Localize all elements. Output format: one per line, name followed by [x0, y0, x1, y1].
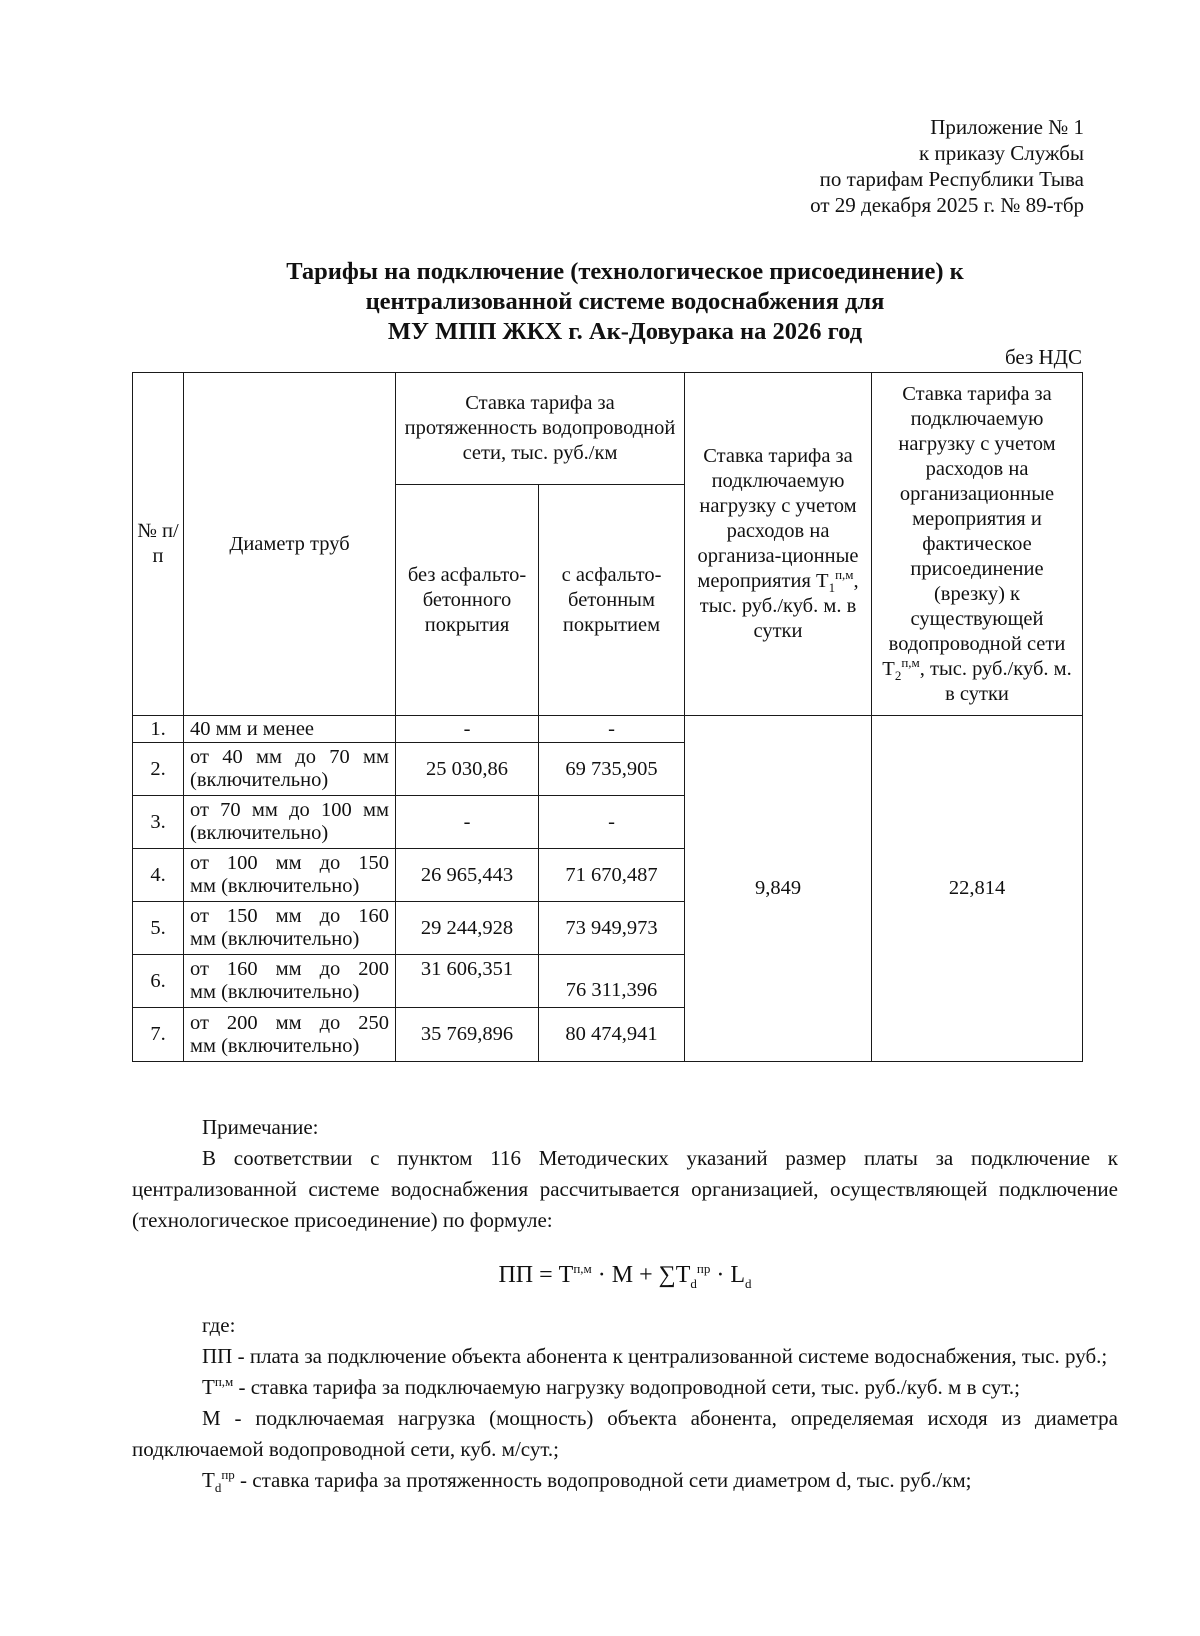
- row-with-asphalt: 76 311,396: [539, 955, 685, 1008]
- row-num: 2.: [133, 743, 184, 796]
- row-without-asphalt: 31 606,351: [396, 955, 539, 1008]
- row-num: 7.: [133, 1008, 184, 1062]
- row-diameter-line: от 150 мм до 160: [190, 905, 389, 927]
- row-with-asphalt: 69 735,905: [539, 743, 685, 796]
- t1-value: 9,849: [685, 716, 872, 1062]
- formula-lhs: ПП = Т: [498, 1262, 574, 1288]
- appendix-line: к приказу Службы: [919, 141, 1084, 165]
- header-with-asphalt: с асфальто-бетонным покрытием: [539, 485, 685, 716]
- row-diameter-line: от 70 мм до 100 мм: [190, 799, 389, 821]
- appendix-line: по тарифам Республики Тыва: [819, 167, 1084, 191]
- row-num: 4.: [133, 849, 184, 902]
- t2-value: 22,814: [872, 716, 1083, 1062]
- row-diameter: [184, 955, 396, 1008]
- definition-text: - ставка тарифа за протяженность водопроводной сети диаметром d, тыс. руб./км;: [234, 1468, 972, 1492]
- definition-text: - ставка тарифа за подключаемую нагрузку водопроводной сети, тыс. руб./куб. м в сут.;: [233, 1375, 1020, 1399]
- row-num: 1.: [133, 716, 184, 743]
- row-without-asphalt: 29 244,928: [396, 902, 539, 955]
- table-row: [133, 716, 1083, 743]
- header-t1: [685, 373, 872, 716]
- row-diameter: [184, 849, 396, 902]
- row-with-asphalt: -: [539, 716, 685, 743]
- definition-t: [132, 1372, 1118, 1403]
- row-with-asphalt: 80 474,941: [539, 1008, 685, 1062]
- header-t1-unit: , тыс. руб./куб. м. в сутки: [699, 570, 859, 642]
- row-diameter-line: 40 мм и менее: [190, 717, 315, 740]
- notes-where: где:: [202, 1313, 236, 1337]
- appendix-line: Приложение № 1: [930, 115, 1084, 139]
- title-line: Тарифы на подключение (технологическое присоединение) к: [286, 258, 964, 285]
- row-diameter-line: (включительно): [190, 769, 329, 791]
- notes-section: [132, 1112, 1118, 1496]
- header-t1-text: Ставка тарифа за подключаемую нагрузку с учетом расходов на организа-ционные мероприятия T: [697, 445, 859, 592]
- row-without-asphalt: 25 030,86: [396, 743, 539, 796]
- header-t1-sup: п,м: [835, 567, 854, 583]
- payment-formula: [132, 1258, 1118, 1292]
- appendix-reference: [810, 114, 1084, 218]
- row-without-asphalt: -: [396, 716, 539, 743]
- row-diameter-line: от 160 мм до 200: [190, 958, 389, 980]
- formula-sub: d: [745, 1275, 752, 1291]
- symbol-sup: пр: [221, 1467, 235, 1482]
- formula-mid: · М + ∑Т: [591, 1262, 691, 1288]
- title-line: МУ МПП ЖКХ г. Ак-Довурака на 2026 год: [387, 318, 863, 345]
- row-with-asphalt: 73 949,973: [539, 902, 685, 955]
- notes-paragraph: В соответствии с пунктом 116 Методических указаний размер платы за подключение к централизованной системе водоснабжения рассчитывается организацией, осуществляющей подключение (технологическое присоединение) по формуле:: [132, 1146, 1118, 1232]
- row-diameter: [184, 902, 396, 955]
- row-diameter-line: (включительно): [190, 822, 329, 844]
- formula-tail: · L: [710, 1262, 746, 1288]
- vat-note: без НДС: [1004, 345, 1082, 369]
- formula-sub: d: [690, 1275, 697, 1291]
- definition-td: [132, 1465, 1118, 1496]
- row-diameter-line: от 40 мм до 70 мм: [190, 746, 389, 768]
- definition-m: М - подключаемая нагрузка (мощность) объекта абонента, определяемая исходя из диаметра подключаемой водопроводной сети, куб. м/сут.;: [132, 1406, 1118, 1461]
- formula-sup: п,м: [573, 1261, 592, 1276]
- row-diameter-line: от 200 мм до 250: [190, 1011, 389, 1034]
- document-title: [130, 257, 1120, 347]
- tariff-table: [132, 372, 1083, 1062]
- row-diameter: [184, 796, 396, 849]
- notes-heading: Примечание:: [202, 1115, 319, 1139]
- symbol-sub: d: [214, 1480, 222, 1496]
- row-diameter: [184, 743, 396, 796]
- row-num: 6.: [133, 955, 184, 1008]
- header-num: № п/п: [133, 373, 184, 716]
- row-diameter-line: мм (включительно): [190, 1034, 360, 1057]
- row-diameter-line: мм (включительно): [190, 875, 360, 897]
- row-diameter: [184, 1008, 396, 1062]
- header-t1-sub: 1: [828, 580, 836, 596]
- row-diameter: [184, 716, 396, 743]
- title-line: централизованной системе водоснабжения для: [365, 288, 885, 315]
- row-num: 3.: [133, 796, 184, 849]
- row-without-asphalt: 26 965,443: [396, 849, 539, 902]
- row-with-asphalt: 71 670,487: [539, 849, 685, 902]
- header-t2-unit: , тыс. руб./куб. м. в сутки: [919, 657, 1072, 705]
- row-diameter-line: от 100 мм до 150: [190, 852, 389, 874]
- appendix-line: от 29 декабря 2025 г. № 89-тбр: [810, 193, 1084, 217]
- formula-sup: пр: [696, 1261, 711, 1276]
- symbol-sup: п,м: [214, 1374, 234, 1389]
- row-num: 5.: [133, 902, 184, 955]
- row-without-asphalt: 35 769,896: [396, 1008, 539, 1062]
- definition-pp: ПП - плата за подключение объекта абонента к централизованной системе водоснабжения, тыс. руб.;: [202, 1344, 1108, 1368]
- header-length-rate: Ставка тарифа за протяженность водопроводной сети, тыс. руб./км: [396, 373, 685, 485]
- header-t2: [872, 373, 1083, 716]
- symbol: Т: [202, 1375, 215, 1399]
- row-without-asphalt: -: [396, 796, 539, 849]
- header-t2-sup: п,м: [901, 654, 920, 670]
- row-with-asphalt: -: [539, 796, 685, 849]
- header-diameter: Диаметр труб: [184, 373, 396, 716]
- header-t2-sub: 2: [894, 667, 902, 683]
- symbol: Т: [202, 1468, 215, 1492]
- row-diameter-line: мм (включительно): [190, 981, 360, 1003]
- row-diameter-line: мм (включительно): [190, 928, 360, 950]
- header-t2-text: Ставка тарифа за подключаемую нагрузку с учетом расходов на организационные мероприятия и фактическое присоединение (врезку) к существующей водопроводной сети T: [882, 382, 1066, 680]
- header-without-asphalt: без асфальто-бетонного покрытия: [396, 485, 539, 716]
